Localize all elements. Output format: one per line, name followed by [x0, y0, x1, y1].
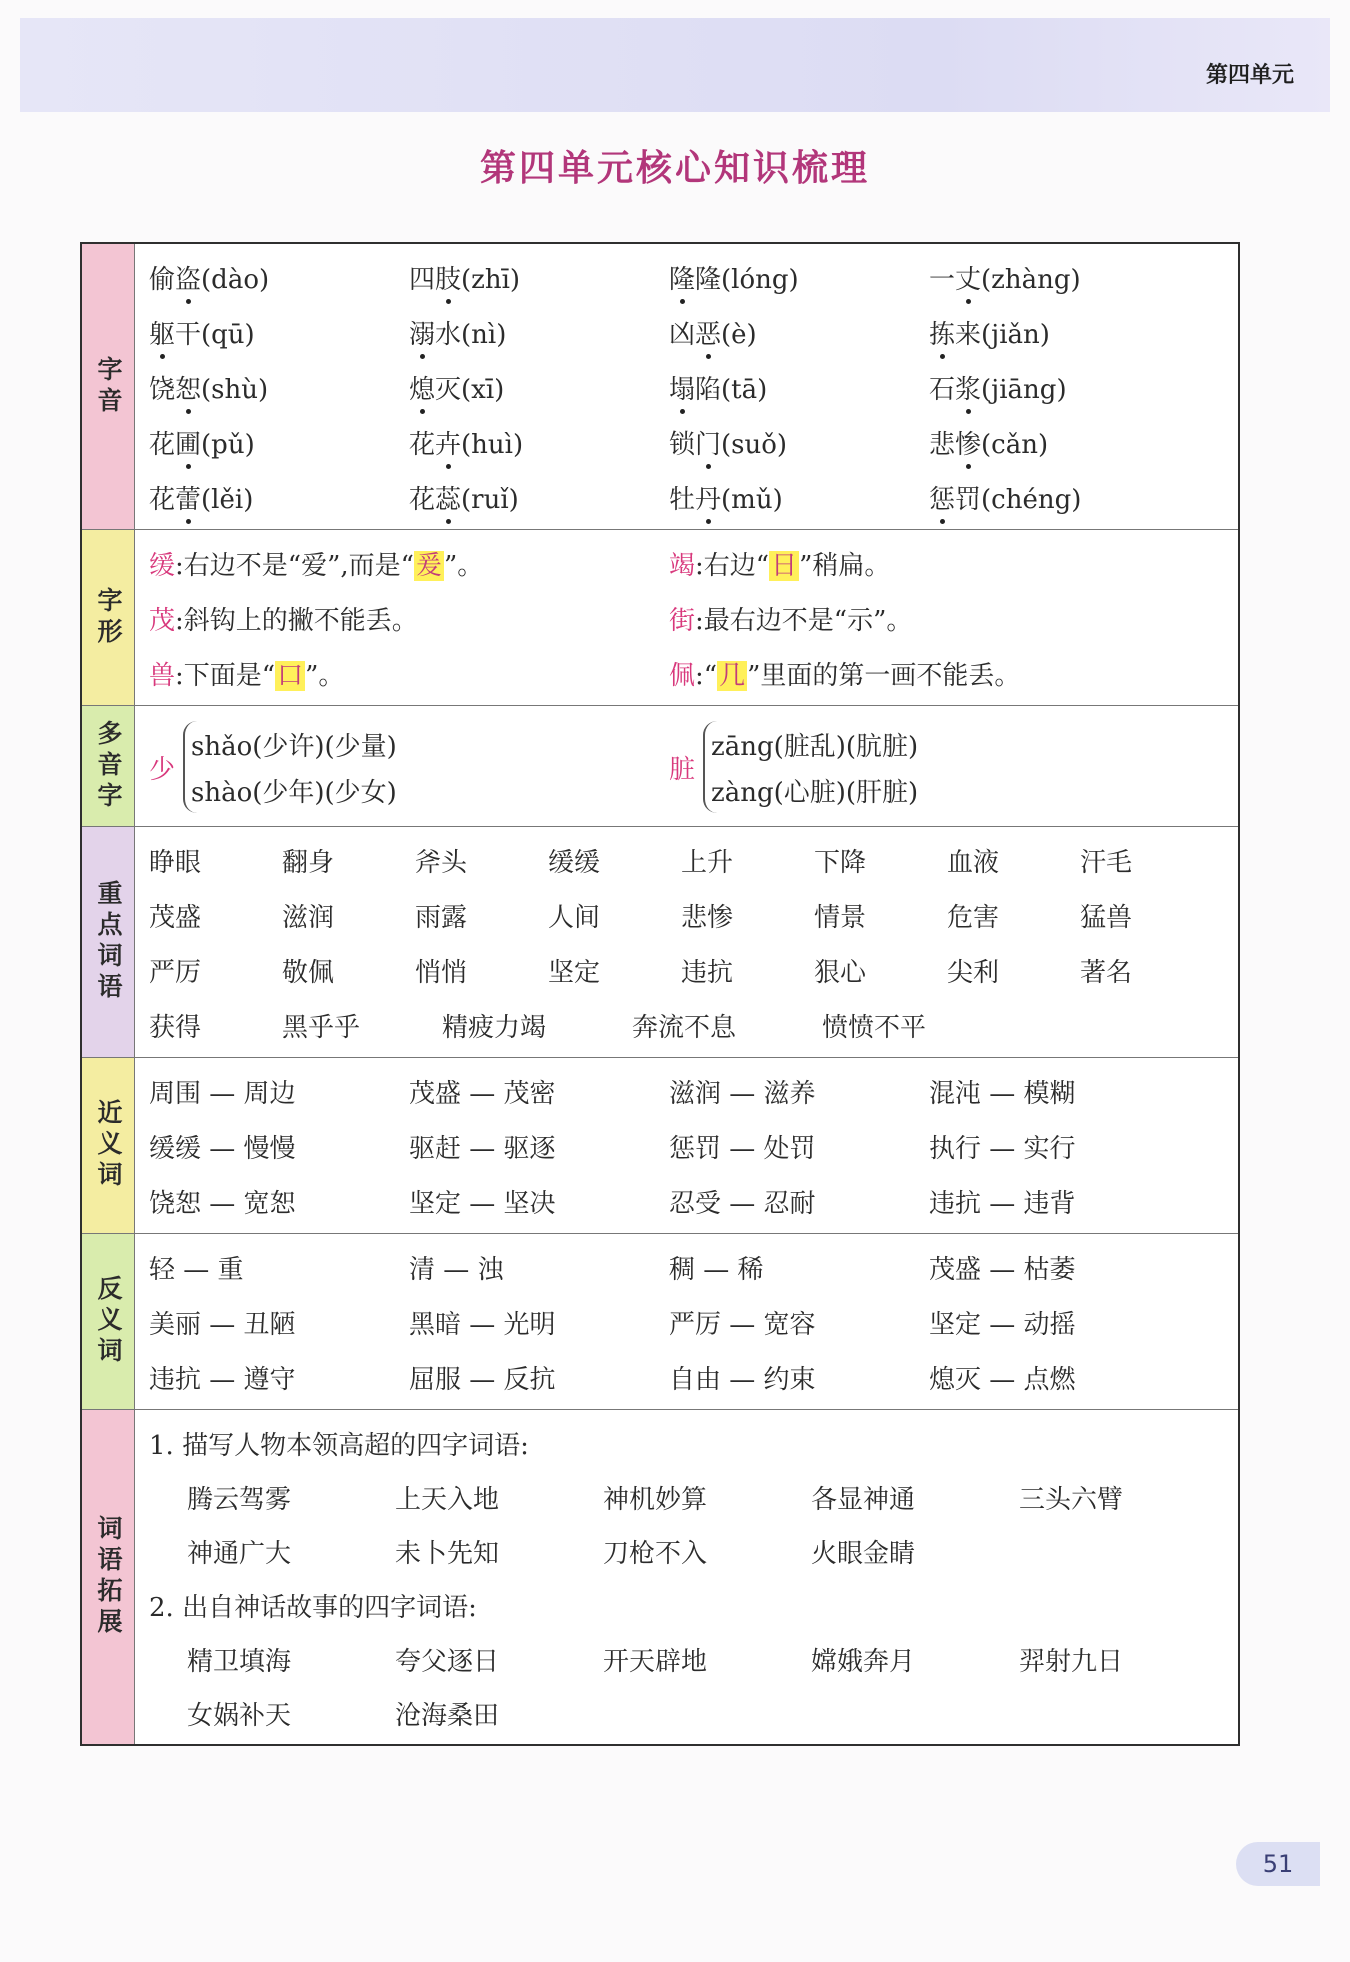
word-part: 石 [929, 375, 956, 405]
pinyin: (ruǐ) [461, 485, 519, 515]
reading-list [183, 721, 397, 813]
word-pair: 驱赶 — 驱逐 [409, 1134, 556, 1164]
idiom: 上天入地 [395, 1484, 500, 1515]
pinyin: (suǒ) [721, 430, 788, 460]
note-text: :下面是“ [175, 661, 276, 691]
zixing-content [135, 530, 1238, 705]
word-pair: 熄灭 — 点燃 [929, 1365, 1076, 1395]
word-part: 一 [929, 265, 956, 295]
word-pair: 缓缓 — 慢慢 [149, 1134, 296, 1164]
polyphone-char: 脏 [669, 754, 696, 785]
note-text: ”。 [443, 551, 484, 581]
key-word: 精疲力竭 [442, 1013, 547, 1043]
key-word: 悄悄 [415, 958, 468, 988]
ziyin-word [669, 479, 929, 516]
word-pair: 滋润 — 滋养 [669, 1079, 816, 1109]
pinyin: (cǎn) [981, 430, 1049, 460]
dotted-char: 门 [695, 430, 722, 460]
word-part: 花 [409, 430, 436, 460]
word-row [149, 833, 1226, 888]
word-pair: 执行 — 实行 [929, 1134, 1076, 1164]
word-part: 花 [149, 430, 176, 460]
note-text: :斜钩上的撇不能丢。 [175, 606, 418, 636]
note-text: :最右边不是“示”。 [695, 606, 913, 636]
reading: zàng(心脏)(肝脏) [711, 777, 919, 808]
section-label: 重点词语 [82, 827, 135, 1057]
key-word: 茂盛 [149, 903, 202, 933]
dotted-char: 熄 [409, 375, 436, 405]
word-pair: 茂盛 — 茂密 [409, 1079, 556, 1109]
word-pair: 茂盛 — 枯萎 [929, 1255, 1076, 1285]
pinyin: 来(jiǎn) [955, 320, 1050, 350]
dotted-char: 卉 [435, 430, 462, 460]
word-pair: 混沌 — 模糊 [929, 1079, 1076, 1109]
key-word: 违抗 [681, 958, 734, 988]
zixing-row [149, 591, 1226, 646]
jinyi-row [149, 1174, 1226, 1229]
key-word: 危害 [947, 903, 1000, 933]
pinyin: 罚(chéng) [955, 485, 1082, 515]
fanyi-row [149, 1240, 1226, 1295]
ziyin-row [149, 470, 1226, 525]
word-pair: 坚定 — 坚决 [409, 1189, 556, 1219]
key-word: 情景 [814, 903, 867, 933]
word-part: 偷 [149, 265, 176, 295]
key-word: 汗毛 [1080, 848, 1133, 878]
key-word: 下降 [814, 848, 867, 878]
idiom: 精卫填海 [187, 1646, 292, 1677]
pinyin: 水(nì) [435, 320, 507, 350]
key-word: 坚定 [548, 958, 601, 988]
pinyin: (dào) [201, 265, 270, 295]
pinyin: (è) [721, 320, 757, 350]
jinyi-row [149, 1119, 1226, 1174]
unit-label: 第四单元 [1205, 63, 1294, 88]
word-pair: 自由 — 约束 [669, 1365, 816, 1395]
section-label: 字形 [82, 530, 135, 705]
word-pair: 严厉 — 宽容 [669, 1310, 816, 1340]
zixing-row [149, 536, 1226, 591]
word-pair: 惩罚 — 处罚 [669, 1134, 816, 1164]
ziyin-word [669, 424, 929, 461]
ext-item-title: 1. 描写人物本领高超的四字词语: [149, 1430, 529, 1461]
section-label: 反义词 [82, 1234, 135, 1409]
highlight-char: 口 [277, 661, 304, 691]
idiom: 嫦娥奔月 [811, 1646, 916, 1677]
dotted-char: 溺 [409, 320, 436, 350]
section-label: 词语拓展 [82, 1410, 135, 1744]
ziyin-word [929, 369, 1189, 406]
section-tuozhan [82, 1409, 1238, 1744]
ziyin-word [149, 369, 409, 406]
fanyi-row [149, 1350, 1226, 1405]
polyphone-char: 少 [149, 754, 176, 785]
zixing-note [149, 545, 669, 582]
page-number: 51 [1236, 1842, 1320, 1886]
word-pair: 忍受 — 忍耐 [669, 1189, 816, 1219]
word-pair: 美丽 — 丑陋 [149, 1310, 296, 1340]
ziyin-word [409, 369, 669, 406]
section-fanyi [82, 1233, 1238, 1409]
dotted-char: 肢 [435, 265, 462, 295]
idiom: 刀枪不入 [603, 1538, 708, 1569]
note-text: :右边“ [695, 551, 770, 581]
idiom: 女娲补天 [187, 1700, 292, 1731]
page-title: 第四单元核心知识梳理 [479, 148, 870, 189]
dotted-char: 惩 [929, 485, 956, 515]
word-part: 花 [149, 485, 176, 515]
zixing-note [149, 600, 669, 637]
ziyin-content [135, 244, 1238, 529]
duoyin-content [135, 706, 1238, 826]
section-ziyin [82, 244, 1238, 529]
pinyin: (zhī) [461, 265, 521, 295]
ziyin-word [929, 479, 1189, 516]
pinyin: 灭(xī) [435, 375, 505, 405]
key-word: 猛兽 [1080, 903, 1133, 933]
pinyin: (mǔ) [721, 485, 783, 515]
zixing-row [149, 646, 1226, 701]
word-pair: 黑暗 — 光明 [409, 1310, 556, 1340]
key-word: 奔流不息 [632, 1013, 737, 1043]
ziyin-word [409, 424, 669, 461]
ziyin-row [149, 360, 1226, 415]
idiom-row [149, 1470, 1227, 1524]
idiom: 火眼金睛 [811, 1538, 916, 1569]
dotted-char: 拣 [929, 320, 956, 350]
ziyin-word [929, 259, 1189, 296]
word-pair: 违抗 — 违背 [929, 1189, 1076, 1219]
ziyin-word [929, 314, 1189, 351]
dotted-char: 惨 [955, 430, 982, 460]
key-word: 严厉 [149, 958, 202, 988]
ziyin-word [149, 259, 409, 296]
key-word: 狠心 [814, 958, 867, 988]
idiom: 羿射九日 [1019, 1646, 1124, 1677]
dotted-char: 隆 [669, 265, 696, 295]
highlight-char: 日 [771, 551, 798, 581]
fanyi-row [149, 1295, 1226, 1350]
note-text: ”里面的第一画不能丢。 [747, 661, 1021, 691]
ziyin-word [669, 259, 929, 296]
knowledge-table [80, 242, 1240, 1746]
ziyin-row [149, 305, 1226, 360]
idiom: 腾云驾雾 [187, 1484, 292, 1515]
zixing-note [669, 600, 1189, 637]
word-pair: 屈服 — 反抗 [409, 1365, 556, 1395]
key-char: 缓 [149, 551, 176, 581]
key-word: 睁眼 [149, 848, 202, 878]
dotted-char: 恕 [175, 375, 202, 405]
word-part: 悲 [929, 430, 956, 460]
key-word: 黑乎乎 [282, 1013, 361, 1043]
word-pair: 稠 — 稀 [669, 1255, 764, 1285]
header-band [20, 18, 1330, 112]
jinyi-row [149, 1064, 1226, 1119]
ziyin-word [409, 314, 669, 351]
dotted-char: 盗 [175, 265, 202, 295]
dotted-char: 蕊 [435, 485, 462, 515]
dotted-char: 圃 [175, 430, 202, 460]
zhongdian-content [135, 827, 1238, 1057]
key-word: 愤愤不平 [822, 1013, 927, 1043]
note-text: :右边不是“爱”,而是“ [175, 551, 414, 581]
idiom: 三头六臂 [1019, 1484, 1124, 1515]
key-word: 尖利 [947, 958, 1000, 988]
key-word: 著名 [1080, 958, 1133, 988]
ziyin-word [149, 424, 409, 461]
key-word: 翻身 [282, 848, 335, 878]
section-label: 字音 [82, 244, 135, 529]
zixing-note [669, 545, 1189, 582]
pinyin: (lěi) [201, 485, 254, 515]
word-pair: 坚定 — 动摇 [929, 1310, 1076, 1340]
word-part: 花 [409, 485, 436, 515]
tuozhan-content [135, 1410, 1239, 1744]
key-char: 兽 [149, 661, 176, 691]
ziyin-word [409, 479, 669, 516]
ziyin-row [149, 415, 1226, 470]
key-word: 滋润 [282, 903, 335, 933]
word-row [149, 943, 1226, 998]
pinyin: (jiāng) [981, 375, 1067, 405]
pinyin: (zhàng) [981, 265, 1081, 295]
pinyin: 干(qū) [175, 320, 255, 350]
idiom: 未卜先知 [395, 1538, 500, 1569]
key-word: 获得 [149, 1013, 202, 1043]
key-word: 雨露 [415, 903, 468, 933]
word-pair: 清 — 浊 [409, 1255, 504, 1285]
ziyin-word [929, 424, 1189, 461]
dotted-char: 丹 [695, 485, 722, 515]
idiom: 各显神通 [811, 1484, 916, 1515]
key-char: 茂 [149, 606, 176, 636]
section-zixing [82, 529, 1238, 705]
dotted-char: 塌 [669, 375, 696, 405]
idiom-row [149, 1686, 1227, 1740]
reading-list [703, 721, 918, 813]
dotted-char: 丈 [955, 265, 982, 295]
jinyi-content [135, 1058, 1238, 1233]
reading: zāng(脏乱)(肮脏) [711, 731, 919, 762]
idiom-row [149, 1632, 1227, 1686]
zixing-note [149, 655, 669, 692]
dotted-char: 躯 [149, 320, 176, 350]
key-char: 竭 [669, 551, 696, 581]
ziyin-word [149, 314, 409, 351]
reading: shǎo(少许)(少量) [191, 731, 397, 762]
word-pair: 周围 — 周边 [149, 1079, 296, 1109]
polyphone-group [149, 721, 669, 813]
pinyin: (huì) [461, 430, 524, 460]
key-word: 人间 [548, 903, 601, 933]
pinyin: (pǔ) [201, 430, 255, 460]
ziyin-word [409, 259, 669, 296]
section-duoyin [82, 705, 1238, 826]
key-char: 街 [669, 606, 696, 636]
ziyin-word [149, 479, 409, 516]
zixing-note [669, 655, 1189, 692]
idiom-row [149, 1524, 1227, 1578]
ziyin-word [669, 314, 929, 351]
idiom: 夸父逐日 [395, 1646, 500, 1677]
pinyin: 隆(lóng) [695, 265, 799, 295]
note-text: ”稍扁。 [799, 551, 891, 581]
note-text: :“ [695, 661, 718, 691]
pinyin: (shù) [201, 375, 269, 405]
section-label: 多音字 [82, 706, 135, 826]
reading: shào(少年)(少女) [191, 777, 397, 808]
key-word: 敬佩 [282, 958, 335, 988]
ziyin-row [149, 250, 1226, 305]
ziyin-word [669, 369, 929, 406]
idiom: 开天辟地 [603, 1646, 708, 1677]
idiom: 神通广大 [187, 1538, 292, 1569]
word-pair: 违抗 — 遵守 [149, 1365, 296, 1395]
key-word: 血液 [947, 848, 1000, 878]
word-part: 牡 [669, 485, 696, 515]
word-part: 凶 [669, 320, 696, 350]
word-row [149, 888, 1226, 943]
key-word: 缓缓 [548, 848, 601, 878]
word-part: 饶 [149, 375, 176, 405]
ext-item-title: 2. 出自神话故事的四字词语: [149, 1592, 477, 1623]
key-char: 佩 [669, 661, 696, 691]
polyphone-group [669, 721, 1189, 813]
pinyin: 陷(tā) [695, 375, 768, 405]
section-zhongdian [82, 826, 1238, 1057]
key-word: 悲惨 [681, 903, 734, 933]
dotted-char: 恶 [695, 320, 722, 350]
highlight-char: 几 [719, 661, 746, 691]
key-word: 上升 [681, 848, 734, 878]
word-pair: 饶恕 — 宽恕 [149, 1189, 296, 1219]
section-label: 近义词 [82, 1058, 135, 1233]
dotted-char: 浆 [955, 375, 982, 405]
highlight-char: 爰 [415, 551, 442, 581]
word-pair: 轻 — 重 [149, 1255, 244, 1285]
word-row [149, 998, 1226, 1053]
dotted-char: 蕾 [175, 485, 202, 515]
key-word: 斧头 [415, 848, 468, 878]
section-jinyi [82, 1057, 1238, 1233]
note-text: ”。 [305, 661, 345, 691]
idiom: 沧海桑田 [395, 1700, 500, 1731]
word-part: 锁 [669, 430, 696, 460]
word-part: 四 [409, 265, 436, 295]
fanyi-content [135, 1234, 1238, 1409]
idiom: 神机妙算 [603, 1484, 708, 1515]
